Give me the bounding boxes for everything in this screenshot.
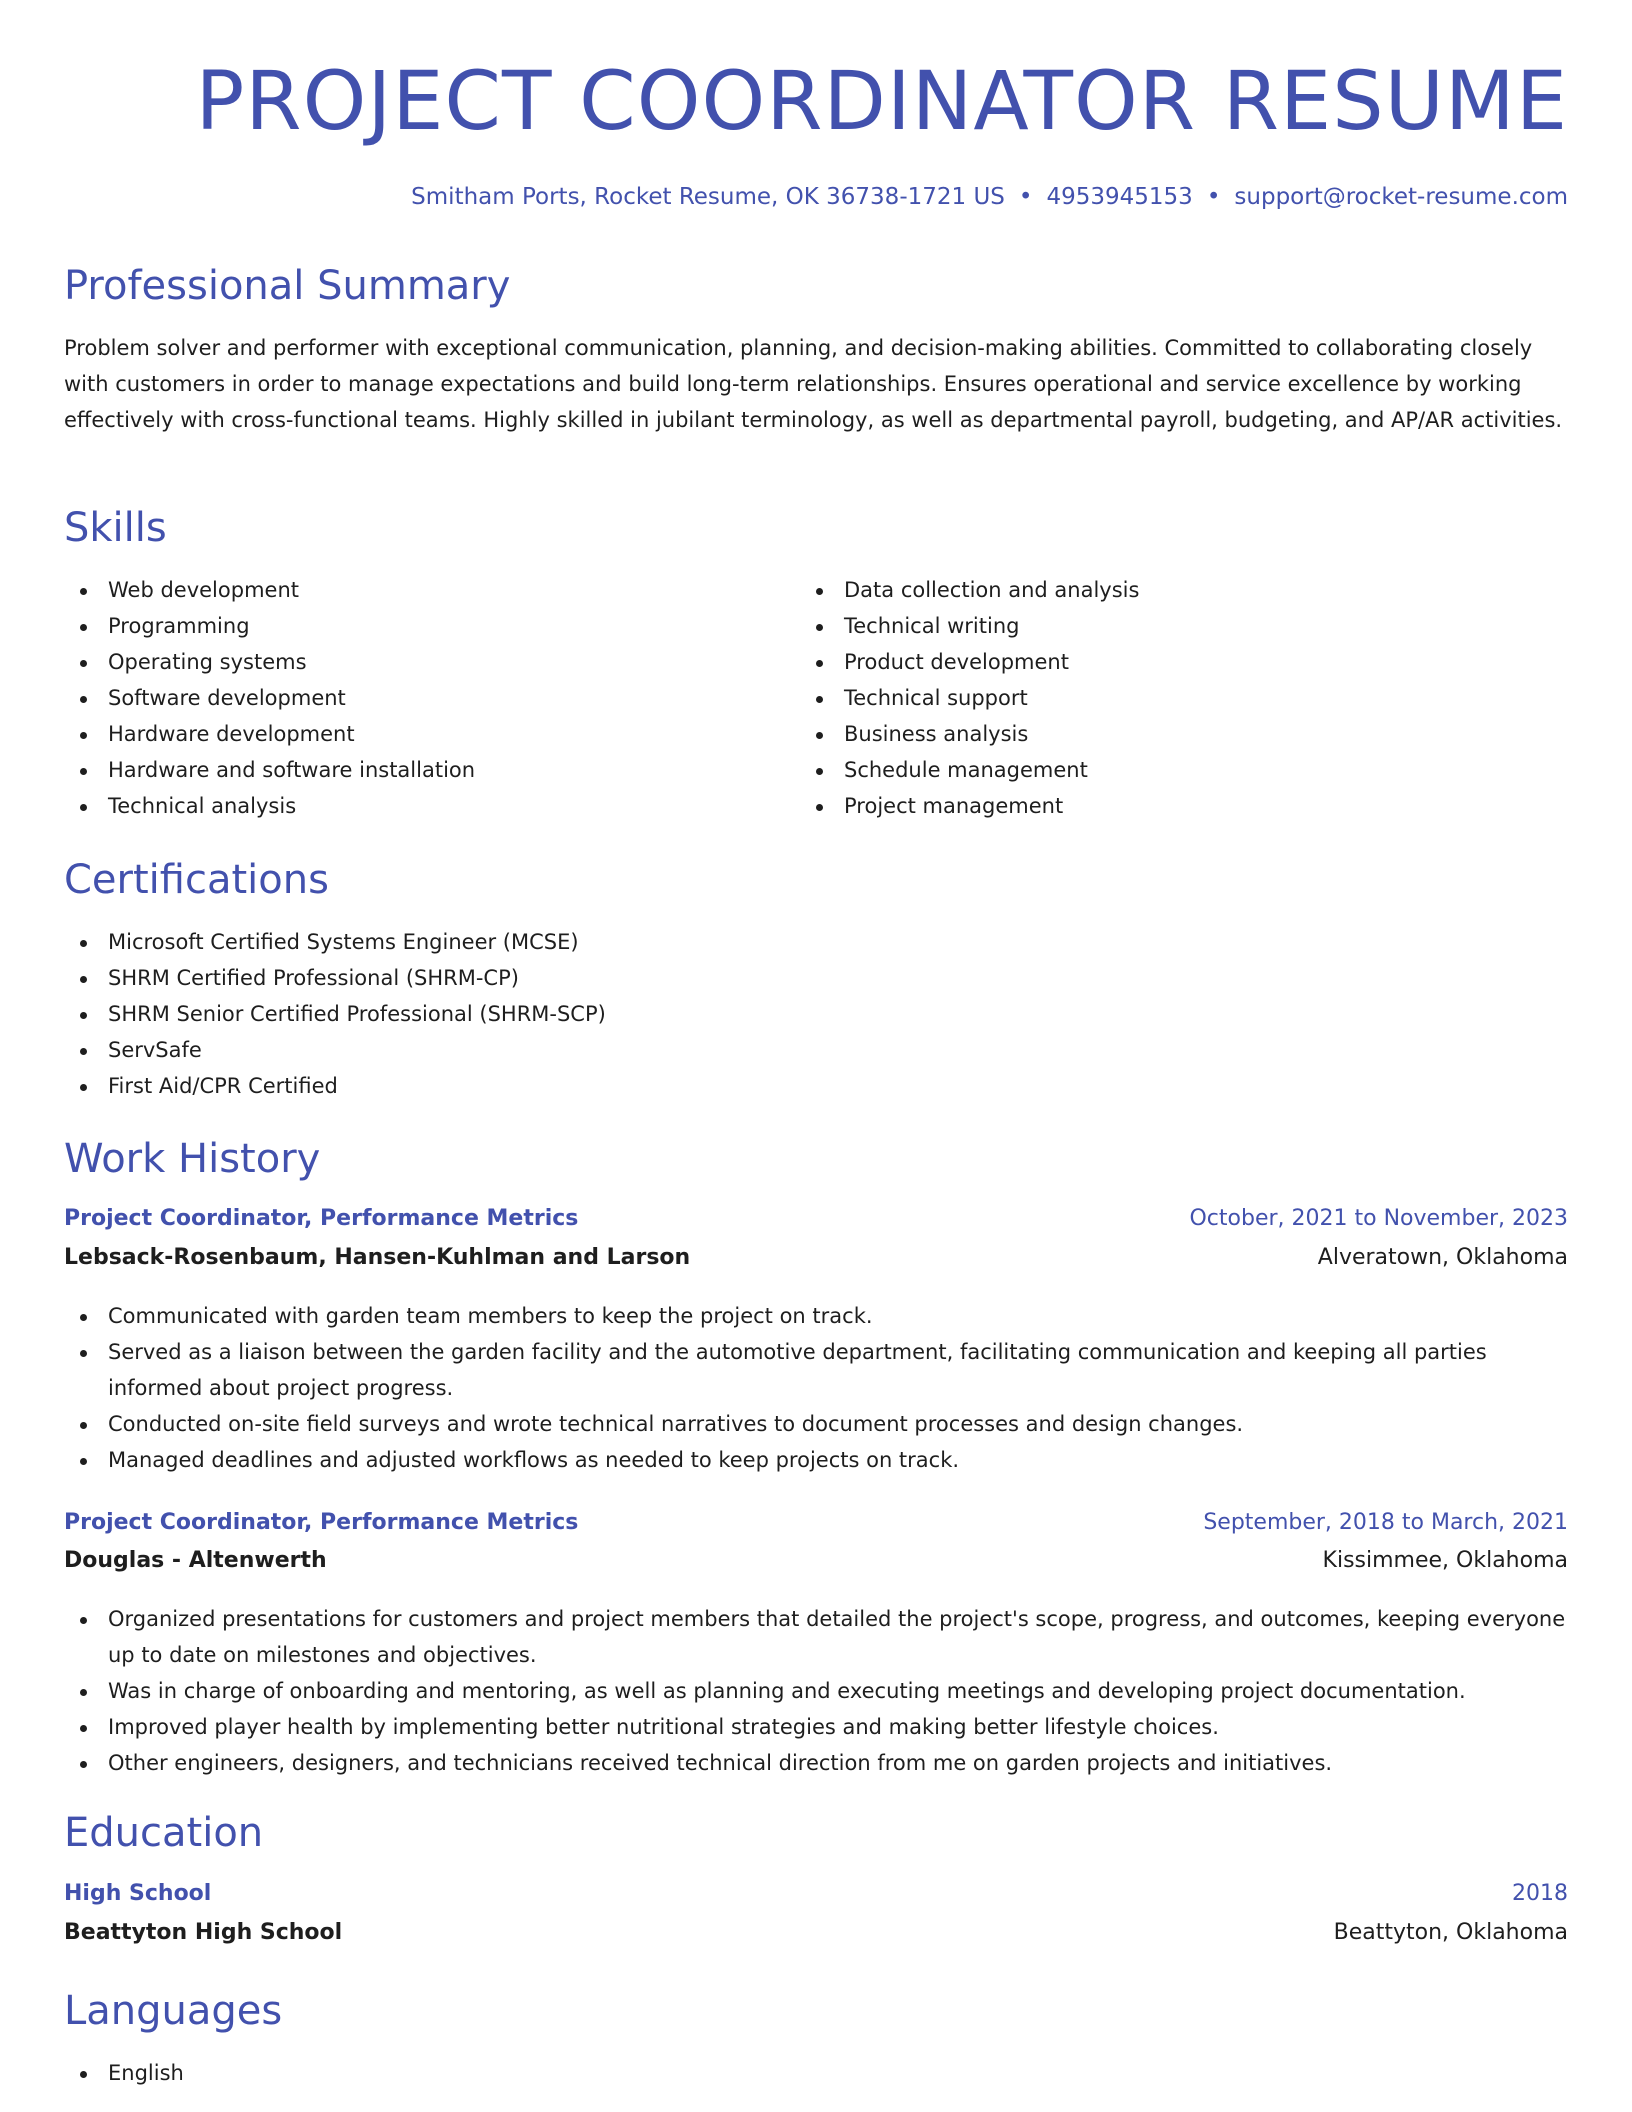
job-bullets — [64, 1298, 1574, 1478]
languages-heading: Languages — [64, 1988, 283, 2034]
education-heading: Education — [64, 1810, 264, 1856]
job-bullet: Served as a liaison between the garden facility and the automotive department, facilitating communication and keeping all parties informed about project progress. — [64, 1334, 1574, 1406]
summary-heading: Professional Summary — [64, 263, 511, 309]
job-location: Kissimmee, Oklahoma — [1322, 1548, 1568, 1573]
job-company: Lebsack-Rosenbaum, Hansen-Kuhlman and Larson — [64, 1245, 691, 1270]
skill-item: Technical support — [800, 680, 1560, 716]
certification-item: SHRM Certified Professional (SHRM-CP) — [64, 960, 1564, 996]
contact-line — [411, 180, 1568, 214]
job-employer — [64, 1544, 1568, 1578]
job-bullet: Improved player health by implementing better nutritional strategies and making better lifestyle choices. — [64, 1709, 1574, 1745]
job-bullets — [64, 1601, 1574, 1781]
skill-item: Programming — [64, 608, 784, 644]
skills-heading: Skills — [64, 505, 167, 551]
education-school: Beattyton High School — [64, 1920, 343, 1945]
skill-item: Hardware development — [64, 716, 784, 752]
job-header — [64, 1506, 1568, 1540]
summary-text: Problem solver and performer with exceptional communication, planning, and decision-making abilities. Committed to collaborating closely with customers in order to manage expectations and build long-term relationships. Ensures operational and service excellence by working effectively with cross-functional teams. Highly skilled in jubilant terminology, as well as departmental payroll, budgeting, and AP/AR activities. — [64, 336, 1563, 432]
resume-title: PROJECT COORDINATOR RESUME — [195, 55, 1568, 149]
certification-item: SHRM Senior Certified Professional (SHRM-SCP) — [64, 996, 1564, 1032]
contact-separator: • — [1206, 184, 1221, 210]
job-dates: September, 2018 to March, 2021 — [1203, 1510, 1568, 1535]
job-bullet: Other engineers, designers, and technicians received technical direction from me on garden projects and initiatives. — [64, 1745, 1574, 1781]
languages-list — [64, 2055, 1564, 2091]
contact-address: Smitham Ports, Rocket Resume, OK 36738-1721 US — [411, 184, 1005, 210]
certifications-heading: Certifications — [64, 857, 329, 903]
education-degree: High School — [64, 1881, 212, 1906]
job-title: Project Coordinator, Performance Metrics — [64, 1510, 579, 1535]
certification-item: Microsoft Certified Systems Engineer (MCSE) — [64, 924, 1564, 960]
contact-email[interactable]: support@rocket-resume.com — [1234, 184, 1568, 210]
contact-separator: • — [1018, 184, 1033, 210]
education-location: Beattyton, Oklahoma — [1333, 1920, 1568, 1945]
job-bullet: Organized presentations for customers and project members that detailed the project's scope, progress, and outcomes, keeping everyone up to date on milestones and objectives. — [64, 1601, 1574, 1673]
education-year: 2018 — [1512, 1881, 1568, 1906]
job-bullet: Conducted on-site field surveys and wrote technical narratives to document processes and design changes. — [64, 1406, 1574, 1442]
skill-item: Data collection and analysis — [800, 572, 1560, 608]
certifications-list — [64, 924, 1564, 1104]
work-history-heading: Work History — [64, 1136, 321, 1182]
certification-item: First Aid/CPR Certified — [64, 1068, 1564, 1104]
education-header — [64, 1877, 1568, 1911]
skill-item: Technical analysis — [64, 788, 784, 824]
skill-item: Hardware and software installation — [64, 752, 784, 788]
skill-item: Software development — [64, 680, 784, 716]
job-bullet: Was in charge of onboarding and mentoring, as well as planning and executing meetings and developing project documentation. — [64, 1673, 1574, 1709]
job-title: Project Coordinator, Performance Metrics — [64, 1206, 579, 1231]
job-bullet: Managed deadlines and adjusted workflows as needed to keep projects on track. — [64, 1442, 1574, 1478]
skill-item: Schedule management — [800, 752, 1560, 788]
skill-item: Product development — [800, 644, 1560, 680]
skill-item: Technical writing — [800, 608, 1560, 644]
skills-list-right — [800, 572, 1560, 824]
job-employer — [64, 1241, 1568, 1275]
skill-item: Operating systems — [64, 644, 784, 680]
job-dates: October, 2021 to November, 2023 — [1189, 1206, 1568, 1231]
certification-item: ServSafe — [64, 1032, 1564, 1068]
job-location: Alveratown, Oklahoma — [1317, 1245, 1568, 1270]
skills-list-left — [64, 572, 784, 824]
contact-phone: 4953945153 — [1046, 184, 1193, 210]
job-bullet: Communicated with garden team members to keep the project on track. — [64, 1298, 1574, 1334]
skill-item: Project management — [800, 788, 1560, 824]
education-school-row — [64, 1916, 1568, 1950]
job-header — [64, 1202, 1568, 1236]
job-company: Douglas - Altenwerth — [64, 1548, 327, 1573]
skill-item: Web development — [64, 572, 784, 608]
skill-item: Business analysis — [800, 716, 1560, 752]
language-item: English — [64, 2055, 1564, 2091]
